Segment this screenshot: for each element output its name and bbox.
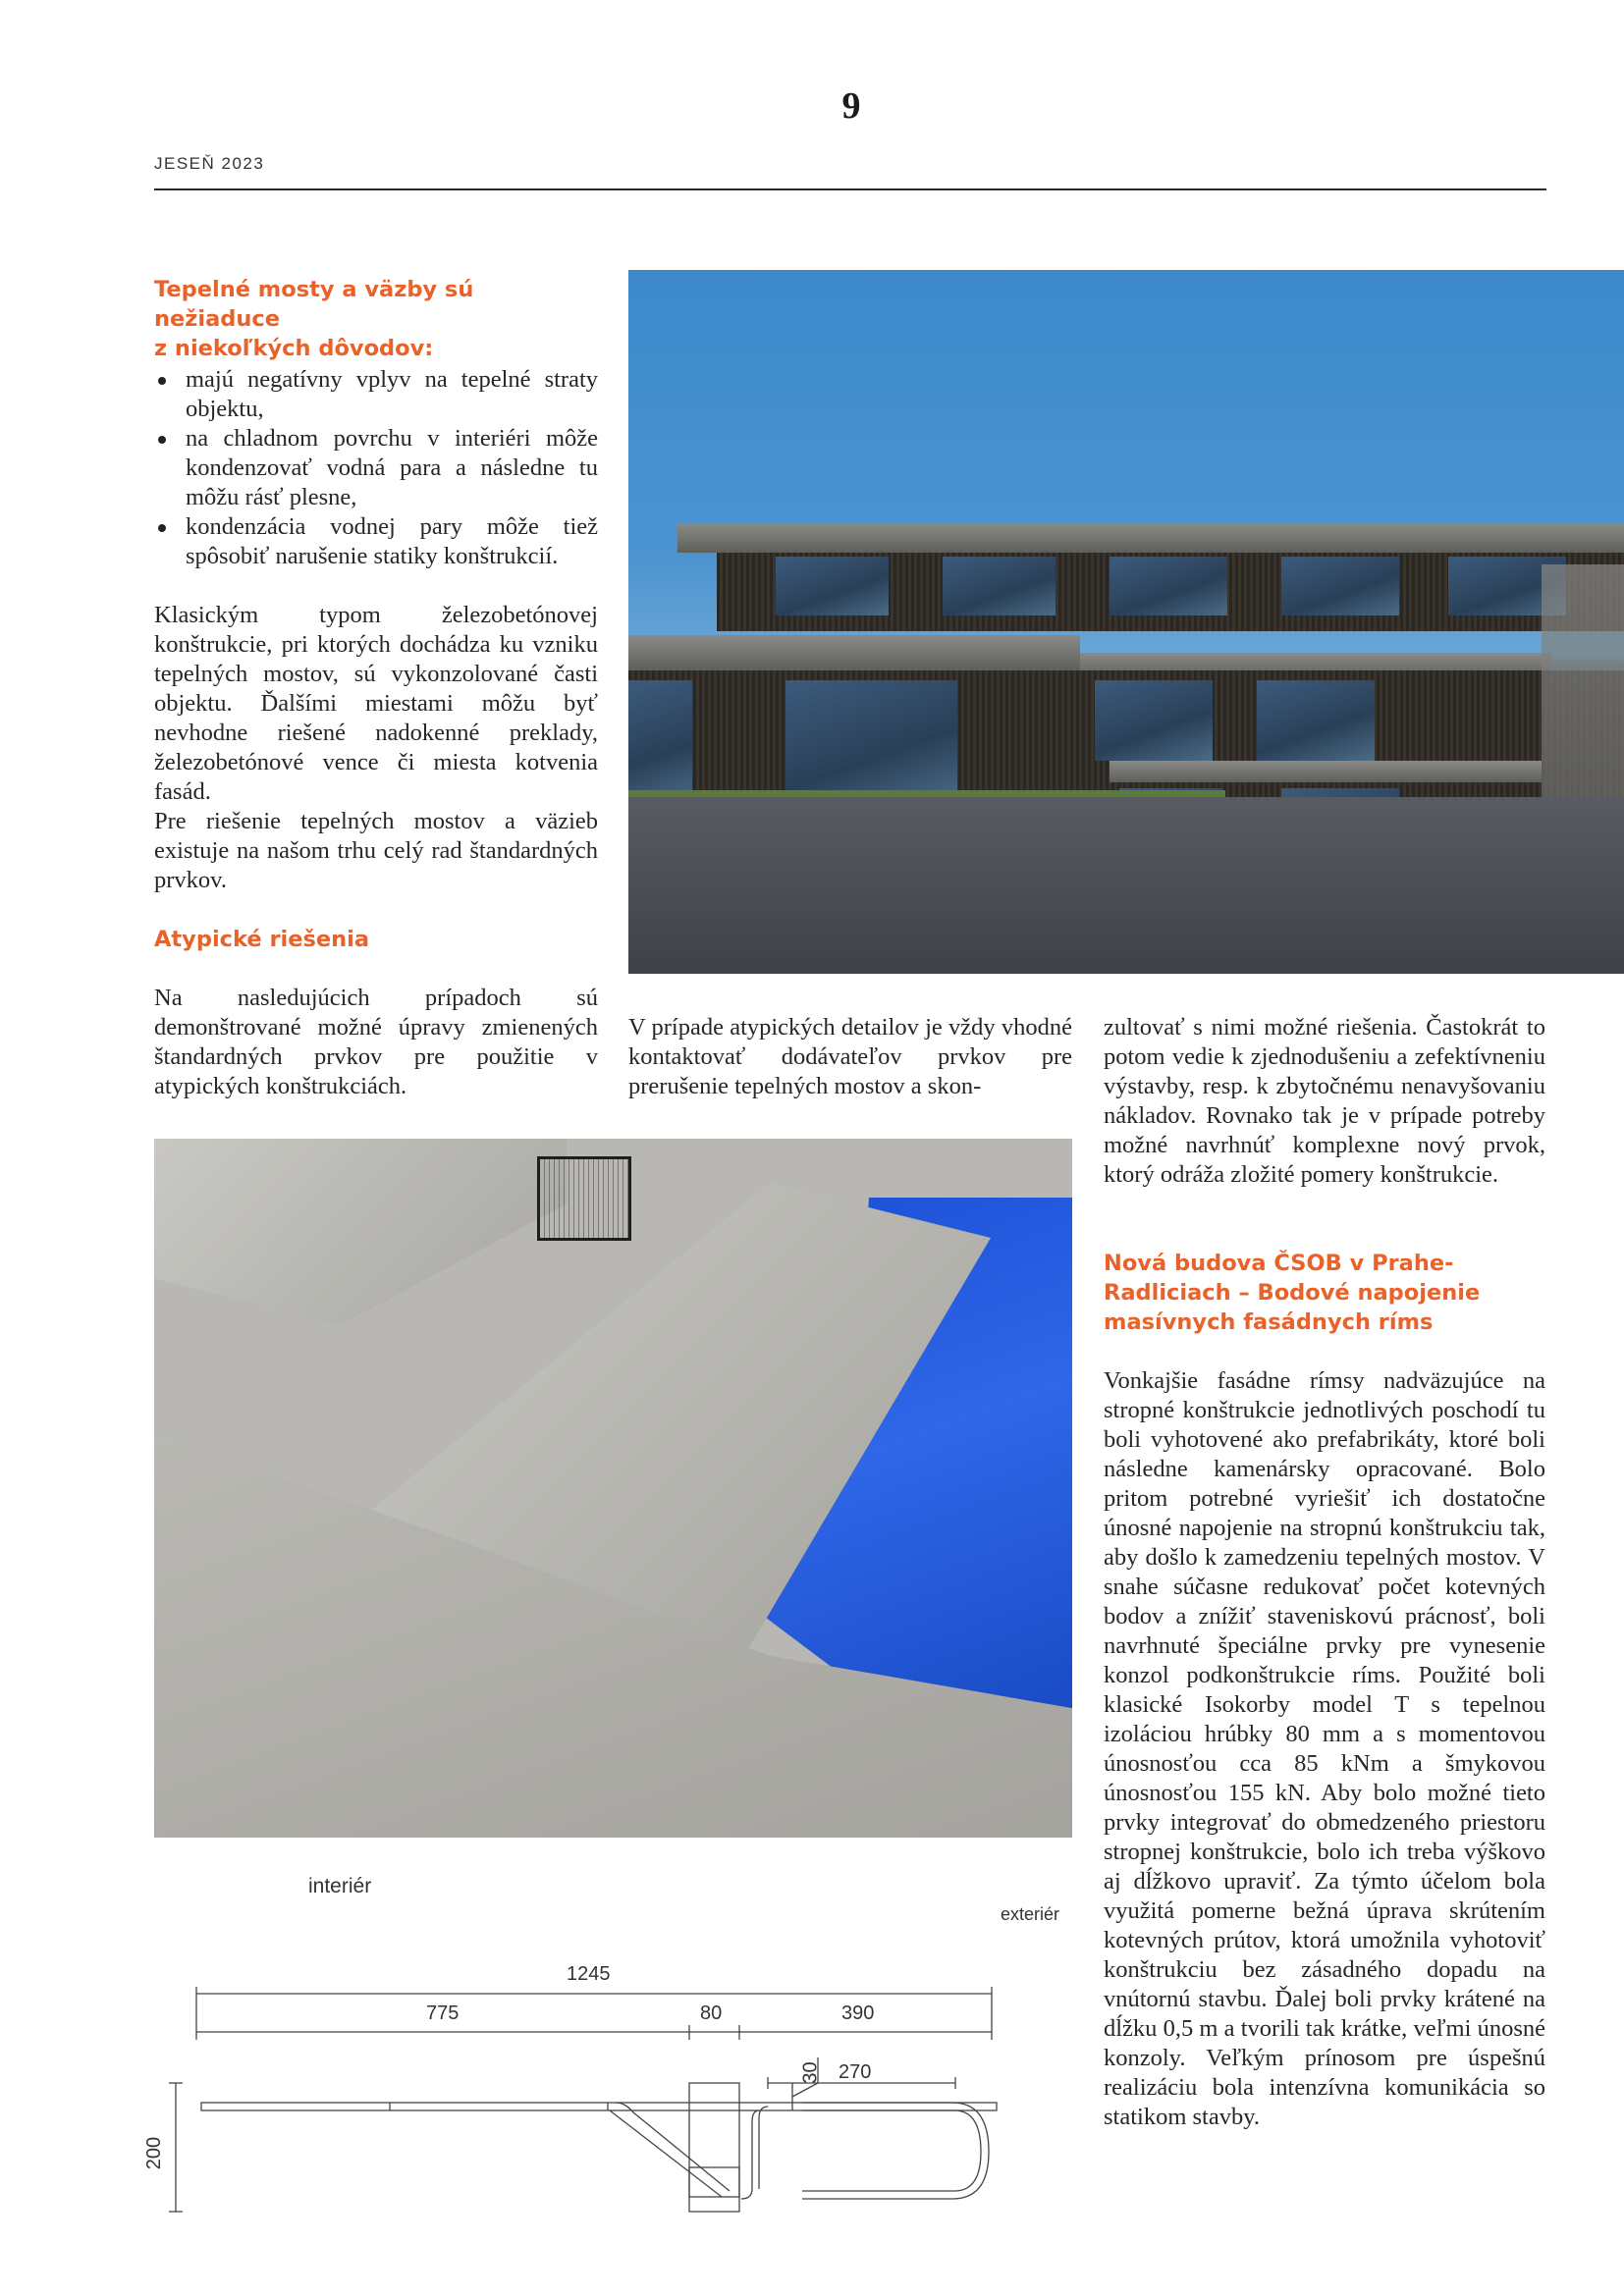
issue-label: JESEŇ 2023 [154,154,265,173]
header-divider [154,188,1546,190]
dimension-mid: 80 [700,2002,723,2024]
dimension-left: 775 [426,2002,460,2024]
pavement [628,797,1624,974]
construction-photo [154,1139,1072,1838]
paragraph-atypical-continued: zultovať s nimi možné riešenia. Častokrát to potom vedie k zjednodušeniu a zefektívneniu výstavby, resp. k zbytočnému nenavyšovaniu nákladov. Rovnako tak je v prípade potreby možné navrhnúť komplexne nový prvok, ktorý odráža zložité pomery konštrukcie. [1104,1014,1545,1188]
dimension-right: 390 [841,2002,875,2024]
section-heading-csob: Nová budova ČSOB v Prahe-Radliciach – Bodové napojenie masívnych fasádnych ríms [1104,1251,1481,1335]
reasons-list [154,365,598,571]
list-item: na chladnom povrchu v interiéri môže kondenzovať vodná para a následne tu môžu rásť plesne, [154,424,598,512]
drawing-lines [154,1865,1077,2238]
dimension-hook: 270 [839,2061,872,2083]
list-item: majú negatívny vplyv na tepelné straty objektu, [154,365,598,424]
dimension-height: 200 [143,2136,166,2170]
heading-line-2: z niekoľkých dôvodov: [154,336,434,361]
page-number: 9 [841,85,861,127]
paragraph-classic-types: Klasickým typom železobetónovej konštrukcie, pri ktorých dochádza ku vzniku tepelných mostov, sú vykonzolované časti objektu. Ďalšími miestami môžu byť nevhodne riešené nadokenné preklady, železobetónové vence či miesta kotvenia fasád. [154,602,598,805]
heading-line-1: Tepelné mosty a väzby sú nežiaducе [154,277,474,332]
building-photo [628,270,1624,974]
interior-label: interiér [308,1875,372,1897]
paragraph-atypical-intro: Na nasledujúcich prípadoch sú demonštrované možné úpravy zmienených štandardných prvkov pre použitie v atypických konštrukciách. [154,985,598,1099]
isokorb-section-drawing [143,1865,1077,2238]
list-item: kondenzácia vodnej pary môže tiež spôsobiť narušenie statiky konštrukcií. [154,512,598,571]
section-heading-thermal-bridges [154,275,598,363]
paragraph-standard-elements: Pre riešenie tepelných mostov a väzieb existuje na našom trhu celý rad štandardných prvkov. [154,808,598,893]
exterior-label: exteriér [1001,1904,1060,1924]
paragraph-csob: Vonkajšie fasádne rímsy nadväzujúce na stropné konštrukcie jednotlivých poschodí tu boli vyhotovené ako prefabrikáty, ktoré boli následne kamenársky opracované. Bolo pritom potrebné vyriešiť ich dostatočne únosné napojenie na stropnú konštrukciu tak, aby došlo k zamedzeniu tepelných mostov. V snahe súčasne redukovať počet kotevných bodov a znížiť staveniskovú prácnosť, boli navrhnuté špeciálne prvky pre vynesenie konzol podkonštrukcie ríms. Použité boli klasické Isokorby model T s tepelnou izoláciou hrúbky 80 mm a s momentovou únosnosťou cca 85 kNm a šmykovou únosnosťou 155 kN. Aby bolo možné tieto prvky integrovať do obmedzeného priestoru stropnej konštrukcie, bolo ich treba výškovo aj dĺžkovo upraviť. Za týmto účelom bola využitá pomerne bežná úprava skrútením kotevných prútov, ktorá umožnila vyhotoviť konštrukciu bez zásadného dopadu na vnútornú stavbu. Ďalej boli prvky krátené na dĺžku 0,5 m a tvorili tak krátke, veľmi únosné konzoly. Veľkým prínosom pre úspešnú realizáciu bola intenzívna komunikácia so statikom stavby. [1104,1367,1545,2130]
dimension-offset: 30 [799,2061,822,2084]
paragraph-atypical-contact: V prípade atypických detailov je vždy vhodné kontaktovať dodávateľov prvkov pre prerušenie tepelných mostov a skon- [628,1014,1072,1099]
section-heading-atypical: Atypické riešenia [154,927,370,952]
dimension-total: 1245 [567,1963,611,1985]
